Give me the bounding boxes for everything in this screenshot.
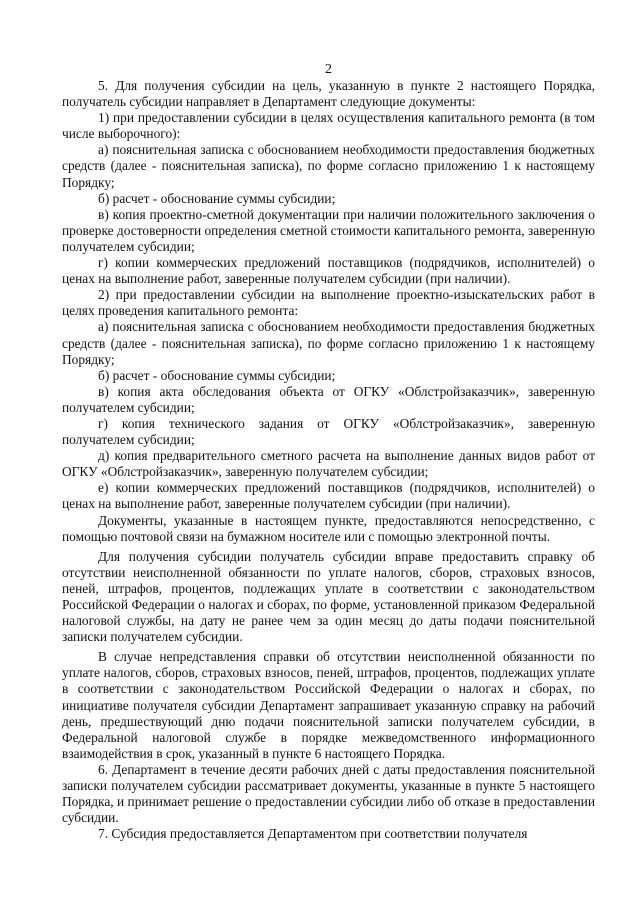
paragraph-5-1-g: г) копии коммерческих предложений поставщиков (подрядчиков, исполнителей) о ценах на выполнение работ, заверенные получателем субсидии (при наличии). [62, 255, 595, 287]
document-body [62, 78, 595, 842]
paragraph-5-2-d: д) копия предварительного сметного расчета на выполнение данных видов работ от ОГКУ «Облстройзаказчик», заверенную получателем субсидии; [62, 448, 595, 480]
paragraph-submission: Документы, указанные в настоящем пункте, предоставляются непосредственно, с помощью почтовой связи на бумажном носителе или с помощью электронной почты. [62, 512, 595, 544]
paragraph-5: 5. Для получения субсидии на цель, указанную в пункте 2 настоящего Порядка, получатель субсидии направляет в Департамент следующие документы: [62, 78, 595, 110]
paragraph-5-2-g: г) копия технического задания от ОГКУ «Облстройзаказчик», заверенную получателем субсидии; [62, 415, 595, 448]
paragraph-5-2-a: а) пояснительная записка с обоснованием необходимости предоставления бюджетных средств (далее - пояснительная записка), по форме согласно приложению 1 к настоящему Порядку; [62, 319, 595, 367]
paragraph-6: 6. Департамент в течение десяти рабочих дней с даты предоставления пояснительной записки получателем субсидии рассматривает документы, указанные в пункте 5 настоящего Порядка, и принимает решение о предоставлении субсидии либо об отказе в предоставлении субсидии. [62, 761, 595, 826]
paragraph-5-2-e: е) копии коммерческих предложений поставщиков (подрядчиков, исполнителей) о ценах на выполнение работ, заверенные получателем субсидии (при наличии). [62, 480, 595, 512]
paragraph-7: 7. Субсидия предоставляется Департаментом при соответствии получателя [98, 826, 528, 842]
paragraph-5-2: 2) при предоставлении субсидии на выполнение проектно-изыскательских работ в целях проведения капитального ремонта: [62, 287, 595, 319]
paragraph-5-1: 1) при предоставлении субсидии в целях осуществления капитального ремонта (в том числе выборочного): [62, 110, 595, 142]
page-number: 2 [325, 62, 332, 77]
paragraph-5-1-v: в) копия проектно-сметной документации при наличии положительного заключения о проверке достоверности определения сметной стоимости капитального ремонта, заверенную получателем субсидии; [62, 206, 595, 254]
paragraph-tax-request: В случае непредставления справки об отсутствии неисполненной обязанности по уплате налогов, сборов, страховых взносов, пеней, штрафов, процентов, подлежащих уплате в соответствии с законодательством Российской Федерации о налогах и сборах, по инициативе получателя субсидии Департамент запрашивает указанную справку на рабочий день, предшествующий дню подачи пояснительной записки получателем субсидии, в Федеральной налоговой службе в порядке межведомственного информационного взаимодействия в срок, указанный в пункте 6 настоящего Порядка. [62, 649, 595, 761]
paragraph-tax-certificate: Для получения субсидии получатель субсидии вправе предоставить справку об отсутствии неисполненной обязанности по уплате налогов, сборов, страховых взносов, пеней, штрафов, процентов, подлежащих уплате в соответствии с законодательством Российской Федерации о налогах и сборах, по форме, установленной приказом Федеральной налоговой службы, на дату не ранее чем за один месяц до даты подачи пояснительной записки получателем субсидии. [62, 548, 595, 645]
paragraph-5-2-b: б) расчет - обоснование суммы субсидии; [98, 367, 336, 383]
paragraph-5-2-v: в) копия акта обследования объекта от ОГКУ «Облстройзаказчик», заверенную получателем субсидии; [62, 383, 595, 415]
paragraph-5-1-b: б) расчет - обоснование суммы субсидии; [98, 190, 336, 206]
paragraph-5-1-a: а) пояснительная записка с обоснованием необходимости предоставления бюджетных средств (далее - пояснительная записка), по форме согласно приложению 1 к настоящему Порядку; [62, 142, 595, 190]
